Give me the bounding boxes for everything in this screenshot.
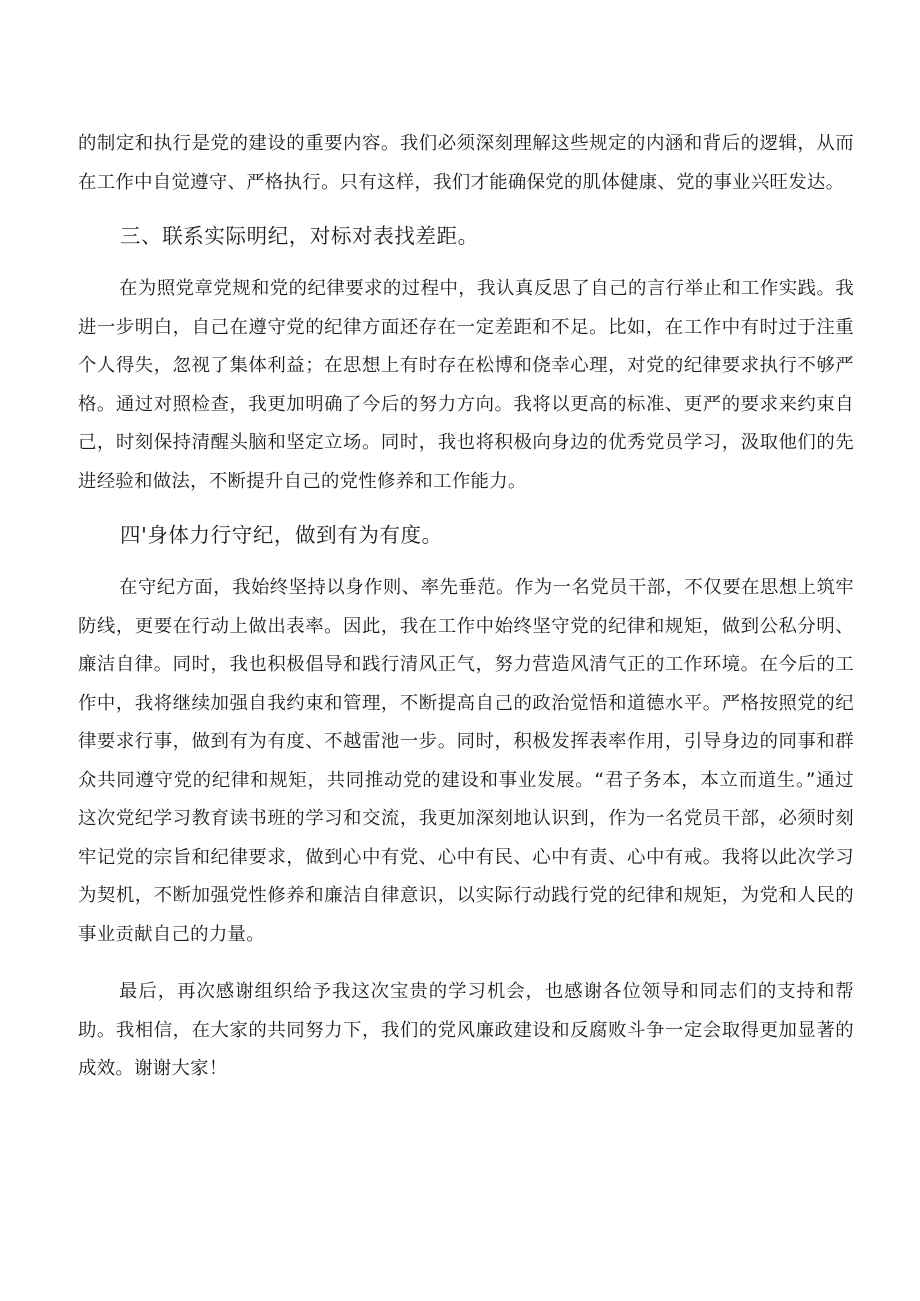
paragraph-section-3: 在为照党章党规和党的纪律要求的过程中，我认真反思了自己的言行举止和工作实践。我进一步明白，自己在遵守党的纪律方面还存在一定差距和不足。比如，在工作中有时过于注重个人得失，忽视了集体利益；在思想上有时存在松博和侥幸心理，对党的纪律要求执行不够严格。通过对照检查，我更加明确了今后的努力方向。我将以更高的标准、更严的要求来约束自己，时刻保持清醒头脑和坚定立场。同时，我也将积极向身边的优秀党员学习，汲取他们的先进经验和做法，不断提升自己的党性修养和工作能力。 — [78, 278, 854, 492]
paragraph-section-4: 在守纪方面，我始终坚持以身作则、率先垂范。作为一名党员干部，不仅要在思想上筑牢防线，更要在行动上做出表率。因此，我在工作中始终坚守党的纪律和规矩，做到公私分明、廉洁自律。同时，我也积极倡导和践行清风正气，努力营造风清气正的工作环境。在今后的工作中，我将继续加强自我约束和管理，不断提高自己的政治觉悟和道德水平。严格按照党的纪律要求行事，做到有为有度、不越雷池一步。同时，积极发挥表率作用，引导身边的同事和群众共同遵守党的纪律和规矩，共同推动党的建设和事业发展。“君子务本，本立而道生。”通过这次党纪学习教育读书班的学习和交流，我更加深刻地认识到，作为一名党员干部，必须时刻牢记党的宗旨和纪律要求，做到心中有党、心中有民、心中有责、心中有戒。我将以此次学习为契机，不断加强党性修养和廉洁自律意识，以实际行动践行党的纪律和规矩，为党和人民的事业贡献自己的力量。 — [78, 577, 854, 945]
section-heading-3: 三、联系实际明纪，对标对表找差距。 — [120, 224, 479, 248]
paragraph-closing: 最后，再次感谢组织给予我这次宝贵的学习机会，也感谢各位领导和同志们的支持和帮助。我相信，在大家的共同努力下，我们的党风廉政建设和反腐败斗争一定会取得更加显著的成效。谢谢大家！ — [78, 981, 854, 1079]
document-body — [78, 125, 854, 1089]
section-heading-4: 四'身体力行守纪，做到有为有度。 — [120, 523, 443, 547]
paragraph-continuation: 的制定和执行是党的建设的重要内容。我们必须深刻理解这些规定的内涵和背后的逻辑，从而在工作中自觉遵守、严格执行。只有这样，我们才能确保党的肌体健康、党的事业兴旺发达。 — [78, 133, 854, 193]
